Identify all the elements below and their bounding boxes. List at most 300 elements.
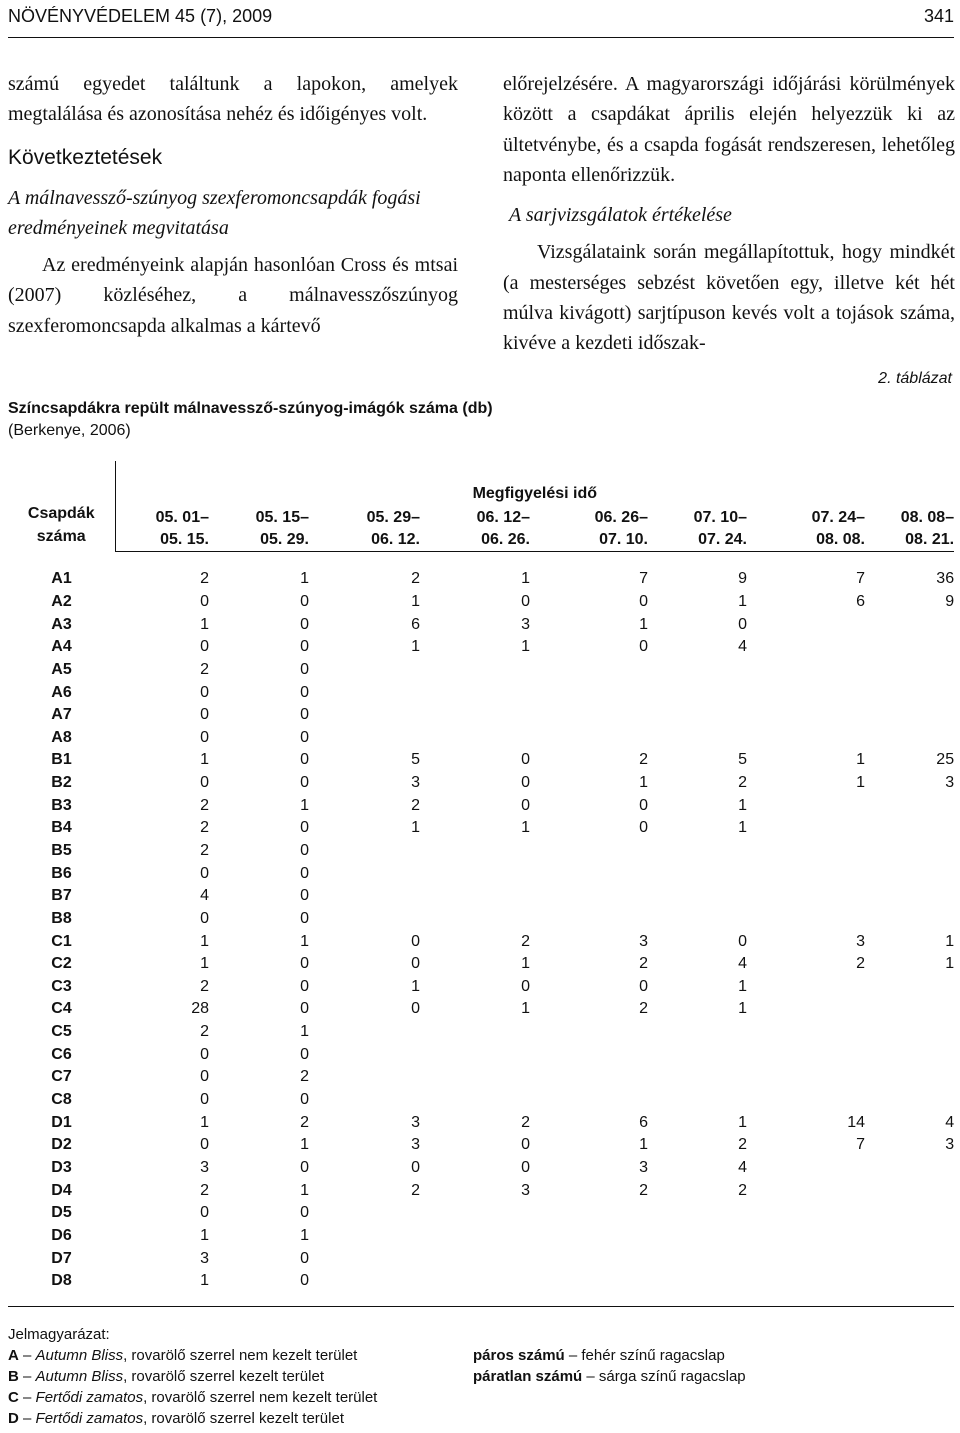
count-cell: 0 (200, 1091, 209, 1109)
trap-id: B4 (51, 819, 72, 837)
table-row (8, 794, 954, 817)
count-cell (530, 1225, 648, 1248)
count-cell (648, 1043, 747, 1066)
count-cell (747, 1202, 865, 1225)
count-cell: 0 (639, 796, 648, 814)
count-cell: 7 (856, 570, 865, 588)
count-cell: 4 (945, 1113, 955, 1131)
count-cell (865, 885, 954, 908)
count-cell: 3 (945, 1136, 955, 1154)
table-row (8, 953, 954, 976)
count-cell (648, 885, 747, 908)
count-cell (865, 862, 954, 885)
count-cell (530, 1270, 648, 1293)
count-cell: 3 (856, 932, 865, 950)
count-cell: 2 (411, 1181, 420, 1199)
table-row (8, 552, 954, 591)
count-cell: 1 (639, 1136, 648, 1154)
count-cell: 3 (945, 774, 955, 792)
count-cell: 0 (300, 887, 309, 905)
count-cell: 2 (521, 1113, 530, 1131)
trap-id: C2 (51, 955, 72, 973)
count-cell (420, 1247, 530, 1270)
count-cell: 2 (200, 842, 209, 859)
count-cell: 0 (200, 638, 209, 656)
count-cell: 2 (738, 774, 747, 792)
count-cell: 1 (300, 932, 309, 950)
table-row (8, 908, 954, 931)
count-cell: 2 (411, 796, 420, 814)
count-cell: 0 (639, 638, 648, 656)
period-header (309, 507, 420, 552)
count-cell: 0 (300, 1158, 309, 1176)
count-cell: 2 (200, 1023, 209, 1041)
subheading: A málnavessző-szúnyog szexferomoncsapdák fogási eredményeinek megvitatása (8, 186, 421, 239)
count-cell: 3 (200, 1158, 209, 1176)
page-number: 341 (923, 6, 954, 26)
count-cell: 1 (300, 1136, 309, 1154)
table-row (8, 681, 954, 704)
count-cell (865, 1066, 954, 1089)
trap-id: B5 (51, 842, 72, 859)
count-cell (420, 659, 530, 682)
count-cell: 1 (200, 1113, 209, 1131)
count-cell: 3 (639, 1158, 648, 1176)
trap-id: D5 (51, 1204, 72, 1222)
period-end: 08. 21. (905, 531, 955, 548)
count-cell (420, 840, 530, 863)
trap-id: D7 (51, 1249, 72, 1267)
count-cell: 6 (411, 615, 420, 633)
count-cell: 2 (200, 570, 209, 588)
trap-id: B2 (51, 774, 72, 792)
count-cell: 0 (200, 592, 209, 610)
section-heading: Következtetések (8, 145, 163, 169)
table-row (8, 636, 954, 659)
count-cell: 0 (300, 955, 309, 973)
count-cell (309, 862, 420, 885)
count-cell (420, 726, 530, 749)
count-cell (747, 704, 865, 727)
count-cell: 4 (738, 1158, 747, 1176)
count-cell: 0 (521, 592, 530, 610)
count-cell (648, 1202, 747, 1225)
count-cell: 0 (200, 683, 209, 701)
count-cell (309, 681, 420, 704)
count-cell: 4 (738, 955, 747, 973)
trap-id: D4 (51, 1181, 72, 1199)
count-cell (530, 862, 648, 885)
count-cell: 0 (300, 706, 309, 724)
count-cell: 0 (411, 1158, 420, 1176)
count-cell: 1 (738, 1000, 747, 1018)
table-row (8, 1111, 954, 1134)
count-cell (309, 1270, 420, 1293)
count-cell: 1 (738, 977, 747, 995)
trap-id: A7 (51, 706, 72, 724)
count-cell (747, 1157, 865, 1180)
table-bottom-rule (8, 1306, 954, 1307)
period-header (209, 507, 309, 552)
count-cell: 0 (200, 706, 209, 724)
count-cell: 0 (300, 660, 309, 678)
period-end: 05. 29. (260, 531, 309, 548)
count-cell (530, 1066, 648, 1089)
count-cell: 1 (200, 932, 209, 950)
count-cell (530, 659, 648, 682)
count-cell: 0 (300, 683, 309, 701)
count-cell (309, 908, 420, 931)
count-cell: 1 (521, 955, 530, 973)
table-subtitle: (Berkenye, 2006) (8, 422, 131, 439)
period-header (865, 507, 954, 552)
trap-id: B6 (51, 864, 72, 882)
table-row (8, 1247, 954, 1270)
count-cell: 0 (300, 1045, 309, 1063)
count-cell: 0 (300, 1091, 309, 1109)
table-row (8, 1089, 954, 1112)
count-cell: 2 (200, 1181, 209, 1199)
count-cell: 0 (300, 615, 309, 633)
trap-id: C4 (51, 1000, 72, 1018)
count-cell (747, 817, 865, 840)
table-row (8, 840, 954, 863)
count-cell (747, 659, 865, 682)
count-cell: 0 (300, 774, 309, 792)
count-cell: 1 (200, 615, 209, 633)
count-cell: 25 (936, 751, 955, 769)
table-row (8, 1225, 954, 1248)
count-cell: 28 (191, 1000, 209, 1018)
count-cell (747, 840, 865, 863)
period-end: 08. 08. (816, 531, 865, 548)
count-cell (747, 1089, 865, 1112)
count-cell (747, 1247, 865, 1270)
count-cell: 5 (411, 751, 420, 769)
period-start: 06. 26– (594, 509, 648, 526)
period-header (420, 507, 530, 552)
count-cell: 0 (300, 864, 309, 882)
count-cell: 9 (945, 592, 955, 610)
count-cell: 2 (300, 1113, 309, 1131)
count-cell: 0 (300, 1272, 309, 1290)
count-cell: 3 (200, 1249, 209, 1267)
trap-id: B8 (51, 909, 72, 927)
count-cell (309, 885, 420, 908)
count-cell: 3 (521, 1181, 530, 1199)
count-cell: 1 (521, 819, 530, 837)
table-row (8, 1134, 954, 1157)
trap-id: A1 (51, 570, 72, 588)
count-cell: 7 (639, 570, 648, 588)
count-cell (747, 613, 865, 636)
trap-id: C3 (51, 977, 72, 995)
table-label: 2. táblázat (878, 370, 952, 387)
count-cell: 0 (639, 592, 648, 610)
count-cell: 7 (856, 1136, 865, 1154)
count-cell: 0 (200, 864, 209, 882)
count-cell: 2 (639, 955, 648, 973)
trap-id: D8 (51, 1272, 72, 1290)
count-cell (530, 1021, 648, 1044)
table-row (8, 749, 954, 772)
count-cell (747, 998, 865, 1021)
count-cell: 36 (936, 570, 955, 588)
trap-id: C7 (51, 1068, 72, 1086)
count-cell: 0 (411, 932, 420, 950)
count-cell: 0 (521, 1136, 530, 1154)
count-cell: 4 (738, 638, 747, 656)
journal-title: NÖVÉNYVÉDELEM 45 (7), 2009 (8, 6, 273, 26)
count-cell: 1 (300, 796, 309, 814)
count-cell (747, 976, 865, 999)
subheading-sprouts: A sarjvizsgálatok értékelése (509, 204, 732, 227)
period-start: 06. 12– (476, 509, 530, 526)
table-row (8, 930, 954, 953)
table-caption (8, 398, 493, 442)
table-row (8, 1066, 954, 1089)
trap-id: B7 (51, 887, 72, 905)
count-cell: 1 (945, 955, 955, 973)
count-cell: 1 (411, 977, 420, 995)
count-cell (747, 1021, 865, 1044)
trap-id: D2 (51, 1136, 72, 1154)
count-cell (420, 1202, 530, 1225)
period-start: 07. 10– (693, 509, 747, 526)
count-cell: 1 (200, 751, 209, 769)
count-cell (309, 1247, 420, 1270)
count-cell: 0 (639, 819, 648, 837)
count-cell (420, 1089, 530, 1112)
table-row (8, 726, 954, 749)
count-cell: 2 (200, 977, 209, 995)
count-cell (865, 1247, 954, 1270)
forecast-paragraph: előrejelzésére. A magyarországi időjárási körülmények között a csapdákat április elején helyezzük ki az ültetvénybe, és a csapda fogását rendszeresen, lehetőleg naponta ellenőrizzük. (503, 73, 955, 186)
count-cell: 0 (521, 796, 530, 814)
count-cell (865, 976, 954, 999)
count-cell: 1 (738, 796, 747, 814)
count-cell (648, 1247, 747, 1270)
count-cell (865, 1089, 954, 1112)
count-cell (865, 840, 954, 863)
table-row (8, 862, 954, 885)
count-cell: 0 (200, 728, 209, 746)
table-row (8, 976, 954, 999)
period-start: 07. 24– (811, 509, 865, 526)
legend-color-item: páratlan számú – sárga színű ragacslap (473, 1368, 746, 1385)
trap-id: A4 (51, 638, 72, 656)
table-row (8, 1021, 954, 1044)
trap-id: D3 (51, 1158, 72, 1176)
trap-id: A6 (51, 683, 72, 701)
count-cell: 6 (856, 592, 865, 610)
count-cell: 2 (639, 1181, 648, 1199)
count-cell: 6 (639, 1113, 648, 1131)
count-cell (865, 1270, 954, 1293)
count-cell: 0 (300, 1000, 309, 1018)
count-cell (309, 1089, 420, 1112)
count-cell: 1 (411, 638, 420, 656)
count-cell: 1 (200, 1272, 209, 1290)
count-cell: 2 (738, 1181, 747, 1199)
count-cell: 4 (200, 887, 209, 905)
count-cell: 1 (639, 615, 648, 633)
count-cell: 9 (738, 570, 747, 588)
count-cell: 2 (200, 660, 209, 678)
trap-column-header (8, 461, 115, 552)
count-cell: 1 (300, 1023, 309, 1041)
count-cell: 1 (200, 1226, 209, 1244)
count-cell (747, 862, 865, 885)
count-cell (420, 1043, 530, 1066)
count-cell: 0 (300, 728, 309, 746)
count-cell (420, 1066, 530, 1089)
table-row (8, 817, 954, 840)
running-header (8, 3, 954, 29)
count-cell (648, 681, 747, 704)
count-cell (648, 659, 747, 682)
count-cell: 1 (521, 570, 530, 588)
sprout-paragraph: Vizsgálataink során megállapítottuk, hogy mindkét (a mesterséges sebzést követően egy, illetve két hét múlva kivágott) sarjtípuson kevés volt a tojások száma, kivéve a kezdeti időszak- (503, 241, 955, 355)
count-cell: 1 (856, 751, 865, 769)
table-row (8, 1157, 954, 1180)
count-cell: 1 (738, 1113, 747, 1131)
count-cell: 0 (521, 774, 530, 792)
count-cell (747, 726, 865, 749)
count-cell: 2 (300, 1068, 309, 1086)
table-title: Színcsapdákra repült málnavessző-szúnyog-imágók száma (db) (8, 400, 493, 417)
count-cell (648, 704, 747, 727)
count-cell (420, 908, 530, 931)
period-start: 05. 15– (255, 509, 309, 526)
trap-id: C8 (51, 1091, 72, 1109)
count-cell (530, 840, 648, 863)
trap-id: A3 (51, 615, 72, 633)
trap-header-line2: száma (36, 527, 86, 545)
count-cell (865, 636, 954, 659)
count-cell (865, 659, 954, 682)
count-cell: 3 (639, 932, 648, 950)
count-cell (648, 726, 747, 749)
count-cell (747, 908, 865, 931)
count-cell (309, 704, 420, 727)
count-cell (865, 1179, 954, 1202)
count-cell: 3 (411, 774, 420, 792)
period-header (648, 507, 747, 552)
count-cell (420, 862, 530, 885)
table-row (8, 1179, 954, 1202)
count-cell (865, 908, 954, 931)
count-cell (747, 681, 865, 704)
count-cell (865, 998, 954, 1021)
count-cell (865, 681, 954, 704)
count-cell (865, 704, 954, 727)
count-cell (648, 1066, 747, 1089)
trap-count-table (8, 461, 954, 1293)
legend-colors (473, 1345, 746, 1387)
table-row (8, 998, 954, 1021)
period-start: 05. 01– (155, 509, 209, 526)
count-cell (648, 908, 747, 931)
count-cell: 1 (639, 774, 648, 792)
table-row (8, 1043, 954, 1066)
count-cell: 2 (738, 1136, 747, 1154)
trap-id: D1 (51, 1113, 72, 1131)
count-cell: 0 (300, 751, 309, 769)
count-cell: 2 (639, 751, 648, 769)
count-cell (420, 704, 530, 727)
period-header (530, 507, 648, 552)
trap-id: A8 (51, 728, 72, 746)
trap-id: B3 (51, 796, 72, 814)
count-cell (648, 840, 747, 863)
trap-id: B1 (51, 751, 72, 769)
count-cell (747, 1225, 865, 1248)
count-cell (420, 1225, 530, 1248)
legend-color-item: páros számú – fehér színű ragacslap (473, 1347, 725, 1364)
count-cell: 0 (200, 1045, 209, 1063)
count-cell: 0 (300, 819, 309, 837)
table-row (8, 659, 954, 682)
trap-header-line1: Csapdák (27, 504, 95, 522)
period-start: 05. 29– (366, 509, 420, 526)
count-cell (530, 1043, 648, 1066)
legend-item: D – Fertődi zamatos, rovarölő szerrel kezelt terület (8, 1410, 344, 1427)
count-cell (865, 613, 954, 636)
count-cell: 0 (738, 932, 747, 950)
right-column (503, 69, 955, 359)
count-cell (747, 1066, 865, 1089)
legend-item: A – Autumn Bliss, rovarölő szerrel nem kezelt terület (8, 1347, 358, 1364)
count-cell (530, 726, 648, 749)
count-cell: 0 (521, 751, 530, 769)
count-cell (865, 1225, 954, 1248)
count-cell (309, 726, 420, 749)
header-rule (8, 37, 954, 38)
count-cell: 0 (521, 977, 530, 995)
count-cell: 0 (738, 615, 747, 633)
count-cell (420, 1270, 530, 1293)
count-cell: 0 (300, 977, 309, 995)
count-cell: 0 (639, 977, 648, 995)
count-cell (865, 817, 954, 840)
count-cell: 0 (300, 638, 309, 656)
count-cell (530, 908, 648, 931)
count-cell: 0 (300, 592, 309, 610)
trap-id: A2 (51, 592, 72, 610)
count-cell: 1 (411, 819, 420, 837)
count-cell (530, 1202, 648, 1225)
count-cell (747, 794, 865, 817)
count-cell: 0 (200, 909, 209, 927)
trap-id: D6 (51, 1226, 72, 1244)
count-cell (530, 1247, 648, 1270)
period-end: 06. 26. (481, 531, 530, 548)
left-column (8, 69, 458, 341)
count-cell (865, 794, 954, 817)
period-end: 07. 10. (599, 531, 648, 548)
count-cell (747, 636, 865, 659)
count-cell: 1 (300, 1181, 309, 1199)
count-cell: 2 (411, 570, 420, 588)
count-cell: 1 (521, 1000, 530, 1018)
count-cell (865, 726, 954, 749)
period-end: 06. 12. (371, 531, 420, 548)
period-end: 07. 24. (698, 531, 747, 548)
table-row (8, 704, 954, 727)
period-header (747, 507, 865, 552)
count-cell (648, 862, 747, 885)
